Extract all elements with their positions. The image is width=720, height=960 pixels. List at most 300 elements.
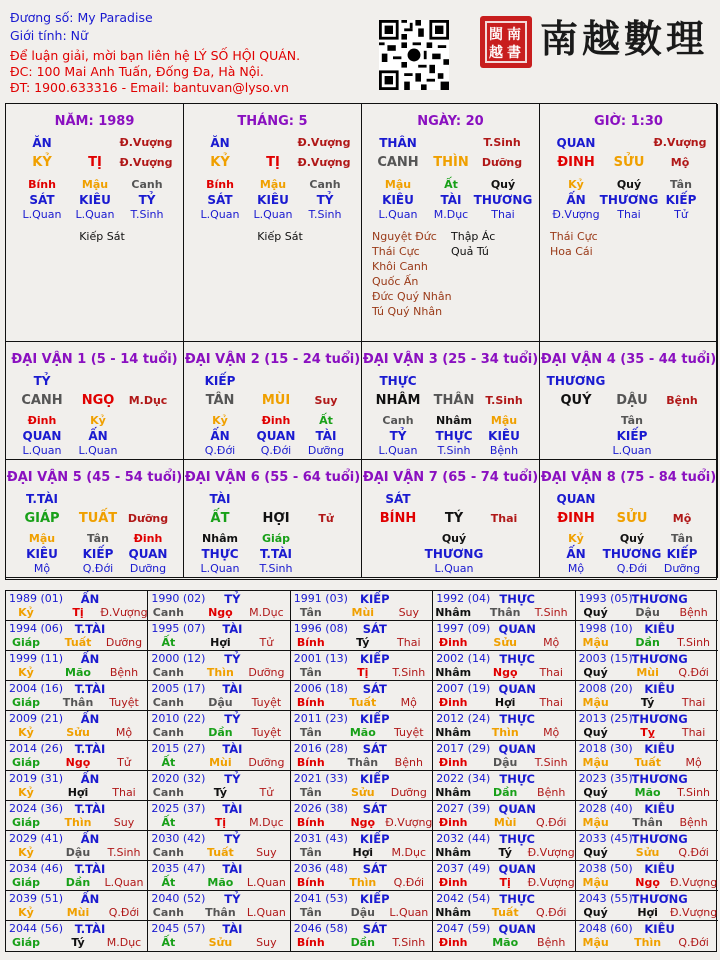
hidden-god: KIẾP	[616, 429, 648, 443]
dai-van-stem: QUÝ	[560, 393, 592, 408]
year-god: T.TÀI	[74, 622, 106, 636]
year-status: Mộ	[543, 636, 560, 649]
hidden-god: ẤN	[210, 429, 230, 443]
hidden-god: THƯƠNG	[602, 547, 662, 561]
year-cell	[291, 771, 433, 801]
year-status: Mộ	[115, 726, 133, 739]
year-god: TỶ	[224, 712, 241, 726]
hidden-stem: Nhâm	[436, 414, 472, 427]
year-stem: Nhâm	[435, 846, 472, 859]
year-status: M.Dục	[391, 846, 427, 859]
year-cell	[6, 711, 148, 741]
year-god: SÁT	[362, 622, 387, 636]
year-branch: Tý	[213, 786, 228, 799]
year-label: 2038 (50)	[578, 862, 633, 875]
year-label: 1993 (05)	[578, 592, 633, 605]
year-status: Bệnh	[537, 786, 566, 799]
hidden-star: Thai	[491, 208, 515, 221]
pillar-stem: ĐINH	[557, 155, 595, 170]
year-branch: Thìn	[491, 726, 519, 739]
year-cell	[576, 921, 718, 951]
year-status: T.Sinh	[107, 846, 141, 859]
year-status: Bệnh	[679, 606, 708, 619]
year-branch: Tuất	[64, 636, 92, 649]
year-label: 2023 (35)	[578, 772, 633, 785]
year-branch: Mùi	[351, 606, 375, 619]
year-cell	[576, 711, 718, 741]
year-stem: Giáp	[11, 756, 41, 769]
year-branch: Mùi	[66, 906, 90, 919]
dai-van-stem: ĐINH	[557, 511, 595, 526]
year-god: KIÊU	[644, 742, 675, 756]
year-god: SÁT	[362, 922, 387, 936]
year-status: T.Sinh	[392, 666, 426, 679]
year-stem: Quý	[583, 786, 608, 799]
hidden-star: L.Quan	[434, 562, 474, 575]
year-cell	[433, 741, 575, 771]
year-branch: Hợi	[210, 636, 231, 649]
hidden-star: Q.Đới	[616, 562, 648, 575]
year-god: QUAN	[498, 742, 536, 756]
contact-phone-email: ĐT: 1900.633316 - Email: bantuvan@lyso.vn	[10, 80, 289, 95]
year-god: QUAN	[498, 622, 536, 636]
year-branch: Mão	[349, 726, 376, 739]
year-status: M.Dục	[106, 936, 142, 949]
year-label: 1995 (07)	[151, 622, 206, 635]
year-status: Dưỡng	[105, 636, 143, 649]
hidden-star: Mộ	[33, 562, 51, 575]
year-status: Q.Đới	[535, 816, 567, 829]
year-status: Tuyệt	[251, 726, 282, 739]
dai-van-god: THỰC	[379, 374, 417, 388]
year-stem: Đinh	[438, 936, 468, 949]
year-cell	[576, 861, 718, 891]
year-label: 2016 (28)	[293, 742, 348, 755]
hidden-star: L.Quan	[253, 208, 293, 221]
pillar-title: THÁNG: 5	[237, 114, 308, 129]
gender-label: Giới tính:	[10, 28, 67, 43]
year-cell	[6, 891, 148, 921]
yearly-table	[5, 590, 717, 952]
year-branch: Dậu	[208, 696, 233, 709]
dai-van-title: ĐẠI VẬN 3 (25 - 34 tuổi)	[362, 352, 539, 367]
year-stem: Giáp	[11, 936, 41, 949]
year-label: 2040 (52)	[151, 892, 206, 905]
dai-van-branch: SỬU	[616, 511, 648, 526]
year-stem: Mậu	[582, 696, 609, 709]
year-status: Đ.Vượng	[527, 876, 575, 889]
year-branch: Tị	[499, 876, 511, 889]
year-branch: Tị	[357, 666, 369, 679]
hidden-god: KIẾP	[666, 547, 698, 561]
hidden-god: ẤN	[566, 193, 586, 207]
hidden-stem: Tân	[87, 532, 109, 545]
year-cell	[148, 801, 290, 831]
year-god: THƯƠNG	[631, 592, 688, 606]
dai-van-status: Suy	[314, 394, 338, 407]
year-status: T.Sinh	[677, 786, 711, 799]
gender-line	[10, 28, 88, 44]
year-status: T.Sinh	[392, 936, 426, 949]
year-status: L.Quan	[246, 906, 286, 919]
hidden-star: Dưỡng	[307, 444, 345, 457]
dai-van-stem: TÂN	[205, 393, 235, 408]
star-item: Khôi Canh	[372, 260, 428, 273]
year-label: 2046 (58)	[293, 922, 348, 935]
year-branch: Tị	[214, 816, 227, 829]
year-cell	[433, 591, 575, 621]
year-branch: Thân	[632, 816, 663, 829]
dai-van-cell	[6, 460, 184, 578]
year-label: 2008 (20)	[578, 682, 633, 695]
star-item: Nguyệt Đức	[372, 230, 437, 243]
hidden-god: THƯƠNG	[473, 193, 533, 207]
dai-van-cell	[540, 460, 718, 578]
year-branch: Hợi	[67, 786, 89, 799]
year-god: QUAN	[498, 682, 536, 696]
hidden-star: L.Quan	[378, 208, 418, 221]
year-status: Đ.Vượng	[527, 846, 575, 859]
year-label: 2045 (57)	[151, 922, 206, 935]
year-stem: Kỷ	[18, 786, 34, 799]
year-god: KIÊU	[644, 682, 675, 696]
hidden-star: Đ.Vượng	[552, 208, 600, 221]
hidden-god: KIÊU	[382, 193, 414, 207]
year-cell	[6, 861, 148, 891]
hidden-god: KIÊU	[26, 547, 58, 561]
dai-van-branch: TUẤT	[78, 511, 118, 526]
year-label: 2004 (16)	[9, 682, 64, 695]
year-god: TỶ	[224, 892, 241, 906]
pillar-god: THÂN	[379, 136, 417, 150]
dai-van-god: SÁT	[385, 492, 411, 506]
owner-label: Đương số:	[10, 10, 74, 25]
hidden-stem: Ất	[444, 178, 458, 191]
year-god: KIẾP	[360, 712, 390, 726]
year-stem: Nhâm	[435, 786, 472, 799]
year-god: THƯƠNG	[631, 892, 688, 906]
year-cell	[576, 591, 718, 621]
seal-stamp	[480, 16, 532, 68]
hidden-god: T.TÀI	[260, 547, 292, 561]
year-status: T.Sinh	[534, 606, 568, 619]
year-god: T.TÀI	[74, 922, 106, 936]
year-cell	[148, 711, 290, 741]
hidden-star: Thai	[617, 208, 641, 221]
pillar-branch: TỊ	[266, 155, 280, 170]
year-stem: Ất	[161, 636, 176, 649]
hidden-god: KIÊU	[488, 429, 520, 443]
year-cell	[148, 651, 290, 681]
hidden-god: KIÊU	[257, 193, 289, 207]
year-god: QUAN	[498, 802, 536, 816]
year-god: KIẾP	[360, 832, 390, 846]
pillar-god-status: Đ.Vượng	[119, 136, 173, 149]
year-cell	[148, 621, 290, 651]
year-stem: Canh	[152, 786, 184, 799]
year-branch: Dậu	[635, 606, 660, 619]
year-stem: Nhâm	[435, 726, 472, 739]
year-stem: Kỷ	[18, 846, 34, 859]
year-god: THỰC	[499, 772, 535, 786]
hidden-stem: Quý	[490, 178, 516, 191]
dai-van-cell	[6, 342, 184, 460]
year-label: 1992 (04)	[436, 592, 491, 605]
year-god: ẤN	[80, 832, 100, 846]
year-stem: Canh	[152, 666, 184, 679]
year-stem: Mậu	[582, 756, 609, 769]
seal-char-3: 越	[489, 45, 503, 61]
year-branch: Mão	[634, 786, 661, 799]
year-branch: Mão	[65, 666, 91, 679]
dai-van-status: Mộ	[672, 512, 692, 525]
year-status: Thai	[112, 786, 136, 799]
owner-value: My Paradise	[77, 10, 153, 25]
hidden-star: L.Quan	[378, 444, 418, 457]
year-label: 2026 (38)	[293, 802, 348, 815]
year-status: Q.Đới	[535, 906, 567, 919]
year-stem: Mậu	[582, 936, 609, 949]
year-label: 2025 (37)	[151, 802, 206, 815]
year-stem: Quý	[583, 726, 608, 739]
year-cell	[433, 831, 575, 861]
year-label: 2028 (40)	[578, 802, 633, 815]
hidden-star: Bệnh	[489, 444, 519, 457]
year-status: Đ.Vượng	[669, 876, 718, 889]
year-stem: Canh	[152, 906, 184, 919]
dai-van-cell	[184, 342, 362, 460]
pillar-branch-status: Dưỡng	[481, 156, 523, 169]
year-status: Q.Đới	[108, 906, 140, 919]
year-stem: Ất	[161, 876, 176, 889]
year-cell	[291, 711, 433, 741]
dai-van-stem: NHÂM	[375, 393, 421, 408]
qr-code-icon[interactable]	[379, 20, 449, 90]
year-label: 2037 (49)	[436, 862, 491, 875]
year-status: Thai	[681, 696, 706, 709]
year-cell	[291, 651, 433, 681]
year-branch: Ngọ	[350, 816, 376, 829]
year-label: 2012 (24)	[436, 712, 491, 725]
year-god: QUAN	[498, 922, 536, 936]
year-cell	[433, 921, 575, 951]
year-status: Dưỡng	[248, 756, 285, 769]
year-label: 2043 (55)	[578, 892, 633, 905]
year-god: TÀI	[222, 862, 243, 876]
dai-van-stem: ẤT	[210, 511, 230, 526]
year-stem: Giáp	[11, 816, 41, 829]
year-cell	[6, 741, 148, 771]
dai-van-title: ĐẠI VẬN 8 (75 - 84 tuổi)	[540, 470, 717, 485]
dai-van-god: TÀI	[209, 492, 231, 506]
year-status: Suy	[398, 606, 420, 619]
year-branch: Hợi	[352, 846, 374, 859]
hidden-stem: Canh	[309, 178, 341, 191]
year-cell	[148, 591, 290, 621]
hidden-stem: Mậu	[259, 178, 287, 191]
year-status: L.Quan	[104, 876, 144, 889]
dai-van-branch: HỢI	[262, 511, 290, 526]
year-cell	[148, 831, 290, 861]
year-label: 2044 (56)	[9, 922, 64, 935]
hidden-god: KIẾP	[665, 193, 697, 207]
year-stem: Bính	[296, 816, 325, 829]
hidden-god: TỶ	[389, 429, 407, 443]
year-status: Bệnh	[109, 666, 139, 679]
year-label: 2024 (36)	[9, 802, 64, 815]
year-stem: Tân	[299, 786, 322, 799]
year-status: Bệnh	[394, 756, 423, 769]
year-god: TÀI	[222, 922, 243, 936]
year-stem: Đinh	[438, 816, 468, 829]
dai-van-branch: MÙI	[261, 393, 291, 408]
hidden-star: Mộ	[567, 562, 585, 575]
dai-van-status: Thai	[490, 512, 518, 525]
year-god: TỶ	[224, 592, 241, 606]
year-label: 2005 (17)	[151, 682, 206, 695]
hidden-star: L.Quan	[200, 562, 240, 575]
year-label: 2047 (59)	[436, 922, 491, 935]
year-cell	[291, 681, 433, 711]
pillar-god-status: T.Sinh	[483, 136, 521, 149]
pillar-god-status: Đ.Vượng	[297, 136, 351, 149]
seal-char-4: 書	[507, 45, 521, 61]
dai-van-status: Bệnh	[666, 394, 698, 407]
year-status: Suy	[113, 816, 135, 829]
year-god: TÀI	[222, 622, 243, 636]
year-status: M.Dục	[249, 606, 284, 619]
year-god: TỶ	[224, 832, 241, 846]
year-stem: Kỷ	[18, 906, 34, 919]
hidden-stem: Canh	[131, 178, 163, 191]
year-branch: Tý	[356, 636, 370, 649]
star-item: Tú Quý Nhân	[372, 305, 443, 318]
year-label: 1994 (06)	[9, 622, 64, 635]
dai-van-cell	[362, 460, 540, 578]
year-status: Suy	[256, 936, 277, 949]
year-status: Thai	[539, 666, 563, 679]
year-status: Đ.Vượng	[100, 606, 148, 619]
hidden-stem: Giáp	[261, 532, 291, 545]
star-item: Thập Ác	[451, 230, 496, 243]
year-god: SÁT	[362, 862, 387, 876]
year-label: 2021 (33)	[293, 772, 348, 785]
hidden-god: SÁT	[29, 193, 55, 207]
year-branch: Mão	[207, 876, 234, 889]
seal-char-2: 南	[507, 27, 521, 43]
hidden-star: M.Dục	[433, 208, 469, 221]
dai-van-stem: CANH	[21, 393, 63, 408]
hidden-star: L.Quan	[78, 444, 118, 457]
hidden-god: KIẾP	[82, 547, 114, 561]
pillar-title: NGÀY: 20	[417, 114, 484, 129]
year-god: ẤN	[80, 892, 100, 906]
year-branch: Tị	[72, 606, 84, 619]
pillar-god-status: Đ.Vượng	[653, 136, 707, 149]
pillar-title: NĂM: 1989	[54, 114, 135, 129]
pillar-cell	[184, 104, 362, 342]
hidden-stem: Nhâm	[202, 532, 238, 545]
year-god: T.TÀI	[74, 742, 106, 756]
dai-van-status: M.Dục	[128, 394, 168, 407]
hidden-star: Q.Đới	[260, 444, 292, 457]
year-label: 2030 (42)	[151, 832, 206, 845]
year-label: 1998 (10)	[578, 622, 633, 635]
dai-van-title: ĐẠI VẬN 2 (15 - 24 tuổi)	[184, 352, 361, 367]
year-stem: Quý	[583, 846, 608, 859]
year-stem: Đinh	[438, 696, 468, 709]
year-cell	[433, 681, 575, 711]
year-stem: Mậu	[582, 816, 609, 829]
hidden-star: L.Quan	[200, 208, 240, 221]
year-label: 2017 (29)	[436, 742, 491, 755]
dai-van-status: Tử	[318, 512, 334, 525]
year-label: 2027 (39)	[436, 802, 491, 815]
year-stem: Quý	[583, 606, 608, 619]
hidden-stem: Tân	[621, 414, 643, 427]
year-branch: Tuất	[491, 906, 519, 919]
hidden-stem: Kỷ	[212, 414, 228, 427]
contact-invite: Để luận giải, mời bạn liên hệ LÝ SỐ HỘI QUÁN.	[10, 48, 301, 63]
year-god: T.TÀI	[74, 862, 106, 876]
year-god: THƯƠNG	[631, 712, 688, 726]
year-stem: Quý	[583, 906, 608, 919]
pillar-cell	[362, 104, 540, 342]
year-label: 1999 (11)	[9, 652, 64, 665]
year-cell	[576, 681, 718, 711]
year-status: Q.Đới	[678, 846, 709, 859]
year-label: 1997 (09)	[436, 622, 491, 635]
year-god: TỶ	[224, 772, 241, 786]
year-status: T.Sinh	[534, 756, 568, 769]
year-branch: Mùi	[209, 756, 232, 769]
hidden-god: SÁT	[207, 193, 233, 207]
owner-line	[10, 10, 153, 26]
hidden-stem: Bính	[28, 178, 56, 191]
hidden-star: Q.Đới	[82, 562, 114, 575]
year-stem: Đinh	[438, 876, 468, 889]
year-cell	[6, 801, 148, 831]
dai-van-title: ĐẠI VẬN 1 (5 - 14 tuổi)	[11, 352, 178, 367]
year-stem: Đinh	[438, 756, 468, 769]
year-god: KIÊU	[644, 622, 675, 636]
year-branch: Tỵ	[640, 726, 655, 739]
year-god: T.TÀI	[74, 682, 106, 696]
year-god: ẤN	[80, 772, 100, 786]
year-branch: Tuất	[634, 756, 661, 769]
year-status: Đ.Vượng	[669, 906, 718, 919]
year-label: 1989 (01)	[9, 592, 64, 605]
year-cell	[6, 621, 148, 651]
year-stem: Giáp	[11, 876, 41, 889]
year-cell	[576, 621, 718, 651]
year-god: THỰC	[499, 652, 535, 666]
header	[0, 0, 720, 100]
year-label: 1990 (02)	[151, 592, 206, 605]
dai-van-god: KIẾP	[204, 374, 236, 388]
year-god: ẤN	[80, 712, 100, 726]
hidden-stem: Quý	[441, 532, 467, 545]
hidden-stem: Kỷ	[568, 178, 584, 191]
hidden-god: THƯƠNG	[424, 547, 484, 561]
pillar-cell	[540, 104, 718, 342]
dai-van-status: T.Sinh	[485, 394, 523, 407]
year-god: THƯƠNG	[631, 652, 688, 666]
year-status: Tử	[117, 756, 131, 769]
year-status: L.Quan	[389, 906, 429, 919]
year-branch: Mão	[492, 936, 519, 949]
year-stem: Canh	[152, 606, 184, 619]
